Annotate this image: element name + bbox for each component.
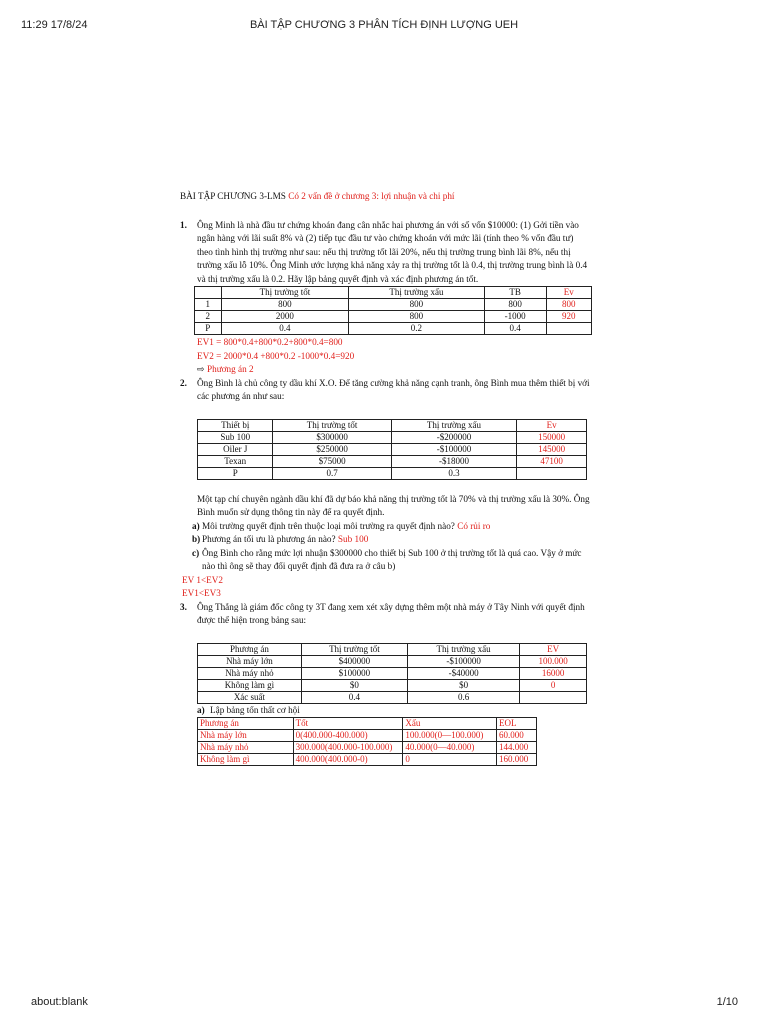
table-cell: $400000: [301, 655, 407, 667]
table-cell: 400.000(400.000-0): [293, 754, 403, 766]
q2-part-b: [180, 533, 590, 547]
table-cell: Không làm gì: [198, 679, 302, 691]
table-cell: 2: [195, 311, 222, 323]
q2-ev-compare-2: EV1<EV3: [182, 588, 221, 598]
table-cell: 0.3: [391, 467, 516, 479]
table-cell: 100.000(0—100.000): [403, 730, 497, 742]
table-header-cell: Phương án: [198, 643, 302, 655]
q2-ev-compare-1: EV 1<EV2: [182, 574, 223, 585]
doc-title-text: BÀI TẬP CHƯƠNG 3-LMS: [180, 191, 286, 201]
table-header-cell: Thiết bị: [198, 419, 273, 431]
question-2: [180, 377, 590, 404]
table-cell: Oiler J: [198, 443, 273, 455]
table-header-cell: Thị trường xấu: [349, 287, 484, 299]
table-header-cell: EOL: [497, 718, 537, 730]
q1-decision-table: [194, 286, 592, 335]
q3-part-a-text: Lập bảng tổn thất cơ hội: [210, 704, 300, 715]
table-header-row: [198, 718, 537, 730]
table-cell: 0: [520, 679, 587, 691]
table-header-row: [198, 643, 587, 655]
table-cell: -$18000: [391, 455, 516, 467]
table-row: [198, 455, 587, 467]
document-body: [180, 190, 590, 766]
table-cell: 144.000: [497, 742, 537, 754]
q2-part-b-text: Phương án tối ưu là phương án nào?: [202, 534, 336, 544]
table-cell: $0: [407, 679, 519, 691]
doc-title: [180, 190, 590, 204]
table-header-row: [198, 419, 587, 431]
table-header-row: [195, 287, 592, 299]
table-cell: -$40000: [407, 667, 519, 679]
table-header-cell: Thị trường tốt: [221, 287, 349, 299]
q1-conclusion-text: Phương án 2: [207, 364, 254, 374]
table-cell: 60.000: [497, 730, 537, 742]
table-cell: 40.000(0—40.000): [403, 742, 497, 754]
table-cell: Xác suất: [198, 691, 302, 703]
table-cell: [546, 323, 591, 335]
question-3: [180, 601, 590, 628]
table-row: [198, 679, 587, 691]
table-cell: P: [198, 467, 273, 479]
table-cell: 0: [403, 754, 497, 766]
table-cell: Sub 100: [198, 431, 273, 443]
table-cell: P: [195, 323, 222, 335]
question-1-text: Ông Minh là nhà đầu tư chứng khoán đang cân nhắc hai phương án với số vốn $10000: (1) Gởi tiền vào ngân hàng với lãi suất 8% và (2) tiếp tục đầu tư vào chứng khoán với mức lãi (tính theo % vốn đầu tư) theo tình hình thị trường như sau: nếu thị trường tốt lãi 20%, nếu thị trường trung bình lãi 8%, nếu thị trường xấu lỗ 10%. Ông Minh ước lượng khả năng xảy ra thị trường tốt là 0.4, thị trường trung bình là 0.4 và thị trường xấu là 0.2. Hãy lập bảng quyết định và xác định phương án tốt.: [197, 219, 588, 284]
q2-forecast-text: Một tạp chí chuyên ngành dầu khí đã dự báo khả năng thị trường tốt là 70% và thị trường xấu là 30%. Ông Bình muốn sử dụng thông tin này để ra quyết định.: [197, 493, 590, 517]
table-cell: $250000: [273, 443, 391, 455]
question-3-text: Ông Thắng là giám đốc công ty 3T đang xem xét xây dựng thêm một nhà máy ở Tây Ninh với quyết định được thể hiện trong bảng sau:: [197, 601, 585, 625]
table-cell: 800: [349, 311, 484, 323]
table-cell: Nhà máy lớn: [198, 730, 294, 742]
q3-decision-table: [197, 643, 587, 704]
q2-part-a: [180, 520, 590, 534]
q2-part-b-label: b): [192, 534, 201, 544]
table-header-cell: TB: [484, 287, 546, 299]
print-page-count: 1/10: [716, 996, 738, 1008]
table-row: [198, 691, 587, 703]
table-header-cell: Ev: [546, 287, 591, 299]
table-cell: 300.000(400.000-100.000): [293, 742, 403, 754]
table-cell: 150000: [517, 431, 587, 443]
table-header-cell: EV: [520, 643, 587, 655]
table-cell: 160.000: [497, 754, 537, 766]
table-row: [198, 443, 587, 455]
table-header-cell: Xấu: [403, 718, 497, 730]
question-1: [180, 219, 590, 287]
table-row: [198, 754, 537, 766]
q1-ev2: EV2 = 2000*0.4 +800*0.2 -1000*0.4=920: [197, 350, 355, 361]
print-page-title: BÀI TẬP CHƯƠNG 3 PHÂN TÍCH ĐỊNH LƯỢNG UEH: [249, 19, 519, 31]
table-cell: 0.4: [484, 323, 546, 335]
q3-part-a-label: a): [197, 704, 205, 715]
table-header-cell: Phương án: [198, 718, 294, 730]
table-cell: $300000: [273, 431, 391, 443]
question-1-number: 1.: [180, 219, 187, 230]
arrow-icon: ⇨: [197, 364, 205, 374]
table-cell: 920: [546, 311, 591, 323]
table-row: [198, 431, 587, 443]
table-cell: Không làm gì: [198, 754, 294, 766]
table-cell: 0(400.000-400.000): [293, 730, 403, 742]
table-cell: $100000: [301, 667, 407, 679]
table-cell: 800: [546, 299, 591, 311]
table-header-cell: Ev: [517, 419, 587, 431]
table-cell: -1000: [484, 311, 546, 323]
table-cell: 800: [484, 299, 546, 311]
table-row: [198, 655, 587, 667]
table-cell: Nhà máy nhỏ: [198, 742, 294, 754]
table-row: [198, 742, 537, 754]
table-cell: $0: [301, 679, 407, 691]
table-cell: 0.4: [301, 691, 407, 703]
table-cell: 100.000: [520, 655, 587, 667]
table-cell: [517, 467, 587, 479]
table-header-cell: Thị trường xấu: [407, 643, 519, 655]
question-2-text: Ông Bình là chủ công ty dầu khí X.O. Để tăng cường khả năng cạnh tranh, ông Bình mua thêm thiết bị với các phương án như sau:: [197, 377, 590, 401]
question-3-number: 3.: [180, 601, 187, 612]
table-cell: -$200000: [391, 431, 516, 443]
table-header-cell: Tốt: [293, 718, 403, 730]
q2-part-a-answer: Có rủi ro: [457, 520, 491, 531]
table-row: [198, 667, 587, 679]
table-header-cell: Thị trường tốt: [273, 419, 391, 431]
table-cell: 2000: [221, 311, 349, 323]
q2-decision-table: [197, 419, 587, 480]
table-cell: 0.7: [273, 467, 391, 479]
table-header-cell: Thị trường xấu: [391, 419, 516, 431]
table-cell: 1: [195, 299, 222, 311]
table-row: [198, 730, 537, 742]
table-cell: Texan: [198, 455, 273, 467]
q2-part-c-label: c): [192, 547, 200, 558]
table-cell: 16000: [520, 667, 587, 679]
question-2-number: 2.: [180, 377, 187, 388]
q2-part-c: [180, 547, 590, 574]
table-cell: -$100000: [391, 443, 516, 455]
table-row: [195, 311, 592, 323]
table-cell: 0.2: [349, 323, 484, 335]
table-row: [198, 467, 587, 479]
table-row: [195, 299, 592, 311]
q1-ev1: EV1 = 800*0.4+800*0.2+800*0.4=800: [197, 337, 343, 347]
q1-conclusion: [180, 363, 590, 377]
table-cell: -$100000: [407, 655, 519, 667]
table-cell: 800: [221, 299, 349, 311]
table-cell: 145000: [517, 443, 587, 455]
table-header-cell: [195, 287, 222, 299]
table-cell: 800: [349, 299, 484, 311]
q2-part-a-label: a): [192, 520, 200, 531]
table-cell: 47100: [517, 455, 587, 467]
q3-opportunity-loss-table: [197, 717, 537, 766]
q2-part-c-text: Ông Bình cho rằng mức lợi nhuận $300000 cho thiết bị Sub 100 ở thị trường tốt là quá cao. Vậy ở mức nào thì ông sẽ thay đổi quyết định đã đưa ra ở câu b): [202, 547, 582, 571]
q3-part-a: [180, 704, 590, 718]
table-cell: 0.6: [407, 691, 519, 703]
table-cell: $75000: [273, 455, 391, 467]
q2-part-b-answer: Sub 100: [337, 534, 369, 544]
print-datetime: 11:29 17/8/24: [21, 19, 88, 31]
table-cell: [520, 691, 587, 703]
table-row: [195, 323, 592, 335]
table-cell: Nhà máy lớn: [198, 655, 302, 667]
print-url: about:blank: [31, 996, 88, 1008]
table-header-cell: Thị trường tốt: [301, 643, 407, 655]
table-cell: 0.4: [221, 323, 349, 335]
table-cell: Nhà máy nhỏ: [198, 667, 302, 679]
q2-part-a-text: Môi trường quyết định trên thuộc loại môi trường ra quyết định nào?: [202, 520, 455, 531]
doc-title-note: Có 2 vấn đề ở chương 3: lợi nhuận và chi phí: [288, 191, 455, 201]
